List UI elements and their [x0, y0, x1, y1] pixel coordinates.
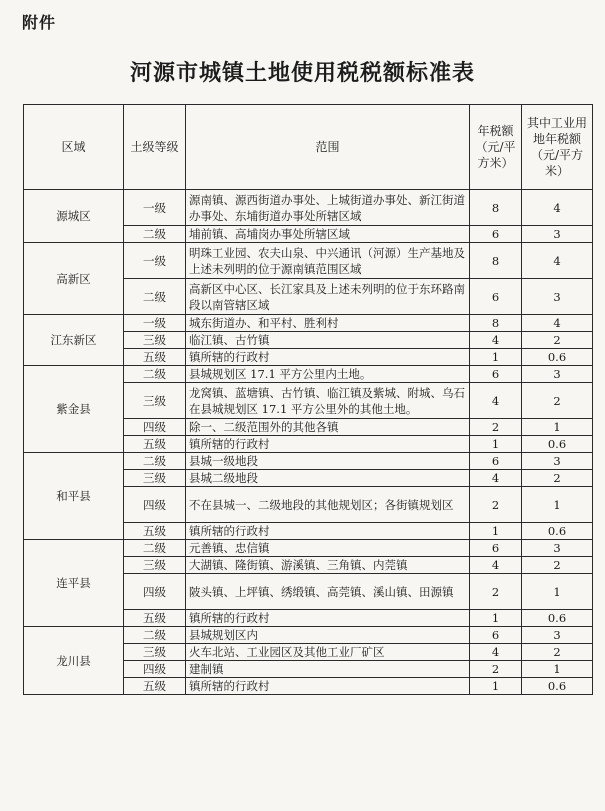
- scope-cell: 城东街道办、和平村、胜利村: [186, 315, 470, 332]
- industrial-tax-cell: 1: [522, 574, 593, 610]
- annual-tax-cell: 6: [470, 627, 522, 644]
- annual-tax-cell: 4: [470, 644, 522, 661]
- industrial-tax-cell: 1: [522, 661, 593, 678]
- scope-cell: 镇所辖的行政村: [186, 436, 470, 453]
- scope-cell: 临江镇、古竹镇: [186, 332, 470, 349]
- annual-tax-cell: 2: [470, 487, 522, 523]
- grade-cell: 二级: [124, 627, 186, 644]
- scope-cell: 镇所辖的行政村: [186, 349, 470, 366]
- document-title: 河源市城镇土地使用税税额标准表: [129, 60, 475, 86]
- annual-tax-cell: 8: [470, 315, 522, 332]
- annual-tax-cell: 1: [470, 523, 522, 540]
- industrial-tax-cell: 4: [522, 243, 593, 279]
- annual-tax-cell: 2: [470, 661, 522, 678]
- table-row: [24, 243, 593, 279]
- annual-tax-cell: 1: [470, 678, 522, 695]
- grade-cell: 二级: [124, 279, 186, 315]
- grade-cell: 五级: [124, 523, 186, 540]
- region-cell: 源城区: [24, 190, 124, 243]
- annual-tax-cell: 4: [470, 332, 522, 349]
- scope-cell: 元善镇、忠信镇: [186, 540, 470, 557]
- annual-tax-cell: 6: [470, 540, 522, 557]
- scope-cell: 建制镇: [186, 661, 470, 678]
- table-row: [24, 190, 593, 226]
- header-region: 区域: [24, 105, 124, 190]
- region-cell: 江东新区: [24, 315, 124, 366]
- industrial-tax-cell: 3: [522, 226, 593, 243]
- industrial-tax-cell: 0.6: [522, 610, 593, 627]
- region-cell: 龙川县: [24, 627, 124, 695]
- industrial-tax-cell: 3: [522, 366, 593, 383]
- annual-tax-cell: 8: [470, 243, 522, 279]
- annual-tax-cell: 4: [470, 383, 522, 419]
- industrial-tax-cell: 0.6: [522, 523, 593, 540]
- scope-cell: 埔前镇、高埔岗办事处所辖区域: [186, 226, 470, 243]
- grade-cell: 四级: [124, 661, 186, 678]
- industrial-tax-cell: 4: [522, 315, 593, 332]
- tax-standard-table: [23, 104, 593, 695]
- annual-tax-cell: 2: [470, 574, 522, 610]
- scope-cell: 源南镇、源西街道办事处、上城街道办事处、新江街道办事处、东埔街道办事处所辖区域: [186, 190, 470, 226]
- scope-cell: 火车北站、工业园区及其他工业厂矿区: [186, 644, 470, 661]
- grade-cell: 二级: [124, 226, 186, 243]
- industrial-tax-cell: 1: [522, 487, 593, 523]
- table-row: [24, 540, 593, 557]
- scope-cell: 大湖镇、隆街镇、游溪镇、三角镇、内莞镇: [186, 557, 470, 574]
- industrial-tax-cell: 3: [522, 627, 593, 644]
- header-scope: 范围: [186, 105, 470, 190]
- scope-cell: 镇所辖的行政村: [186, 610, 470, 627]
- industrial-tax-cell: 3: [522, 453, 593, 470]
- annual-tax-cell: 4: [470, 470, 522, 487]
- table-row: [24, 366, 593, 383]
- grade-cell: 一级: [124, 315, 186, 332]
- scope-cell: 龙窝镇、蓝塘镇、古竹镇、临江镇及紫城、附城、乌石在县城规划区 17.1 平方公里外的其他土地。: [186, 383, 470, 419]
- grade-cell: 四级: [124, 419, 186, 436]
- scope-cell: 明珠工业园、农夫山泉、中兴通讯（河源）生产基地及上述未列明的位于源南镇范围区域: [186, 243, 470, 279]
- scope-cell: 县城规划区内: [186, 627, 470, 644]
- industrial-tax-cell: 2: [522, 383, 593, 419]
- grade-cell: 二级: [124, 453, 186, 470]
- grade-cell: 一级: [124, 190, 186, 226]
- annual-tax-cell: 4: [470, 557, 522, 574]
- region-cell: 紫金县: [24, 366, 124, 453]
- annual-tax-cell: 1: [470, 349, 522, 366]
- industrial-tax-cell: 4: [522, 190, 593, 226]
- annual-tax-cell: 6: [470, 279, 522, 315]
- grade-cell: 三级: [124, 470, 186, 487]
- grade-cell: 五级: [124, 436, 186, 453]
- scope-cell: 不在县城一、二级地段的其他规划区；各街镇规划区: [186, 487, 470, 523]
- annual-tax-cell: 6: [470, 453, 522, 470]
- table-row: [24, 627, 593, 644]
- header-industrial-tax: 其中工业用地年税额（元/平方米）: [522, 105, 593, 190]
- grade-cell: 三级: [124, 557, 186, 574]
- grade-cell: 二级: [124, 366, 186, 383]
- grade-cell: 一级: [124, 243, 186, 279]
- region-cell: 连平县: [24, 540, 124, 627]
- table-header-row: [24, 105, 593, 190]
- grade-cell: 二级: [124, 540, 186, 557]
- scope-cell: 县城规划区 17.1 平方公里内土地。: [186, 366, 470, 383]
- annual-tax-cell: 8: [470, 190, 522, 226]
- header-grade: 土级等级: [124, 105, 186, 190]
- industrial-tax-cell: 3: [522, 540, 593, 557]
- grade-cell: 五级: [124, 349, 186, 366]
- grade-cell: 三级: [124, 332, 186, 349]
- annual-tax-cell: 1: [470, 610, 522, 627]
- grade-cell: 四级: [124, 574, 186, 610]
- scope-cell: 高新区中心区、长江家具及上述未列明的位于东环路南段以南管辖区域: [186, 279, 470, 315]
- industrial-tax-cell: 2: [522, 557, 593, 574]
- grade-cell: 四级: [124, 487, 186, 523]
- attachment-label: 附件: [22, 13, 57, 32]
- industrial-tax-cell: 0.6: [522, 349, 593, 366]
- industrial-tax-cell: 2: [522, 644, 593, 661]
- header-annual-tax: 年税额（元/平方米）: [470, 105, 522, 190]
- grade-cell: 五级: [124, 610, 186, 627]
- scope-cell: 除一、二级范围外的其他各镇: [186, 419, 470, 436]
- scope-cell: 陂头镇、上坪镇、绣缎镇、高莞镇、溪山镇、田源镇: [186, 574, 470, 610]
- industrial-tax-cell: 2: [522, 470, 593, 487]
- grade-cell: 五级: [124, 678, 186, 695]
- industrial-tax-cell: 0.6: [522, 678, 593, 695]
- industrial-tax-cell: 2: [522, 332, 593, 349]
- industrial-tax-cell: 0.6: [522, 436, 593, 453]
- annual-tax-cell: 1: [470, 436, 522, 453]
- scope-cell: 县城二级地段: [186, 470, 470, 487]
- industrial-tax-cell: 1: [522, 419, 593, 436]
- scope-cell: 镇所辖的行政村: [186, 678, 470, 695]
- annual-tax-cell: 6: [470, 226, 522, 243]
- scope-cell: 镇所辖的行政村: [186, 523, 470, 540]
- table-row: [24, 453, 593, 470]
- grade-cell: 三级: [124, 644, 186, 661]
- region-cell: 和平县: [24, 453, 124, 540]
- scope-cell: 县城一级地段: [186, 453, 470, 470]
- annual-tax-cell: 6: [470, 366, 522, 383]
- table-row: [24, 315, 593, 332]
- grade-cell: 三级: [124, 383, 186, 419]
- region-cell: 高新区: [24, 243, 124, 315]
- industrial-tax-cell: 3: [522, 279, 593, 315]
- table-body: [24, 190, 593, 695]
- annual-tax-cell: 2: [470, 419, 522, 436]
